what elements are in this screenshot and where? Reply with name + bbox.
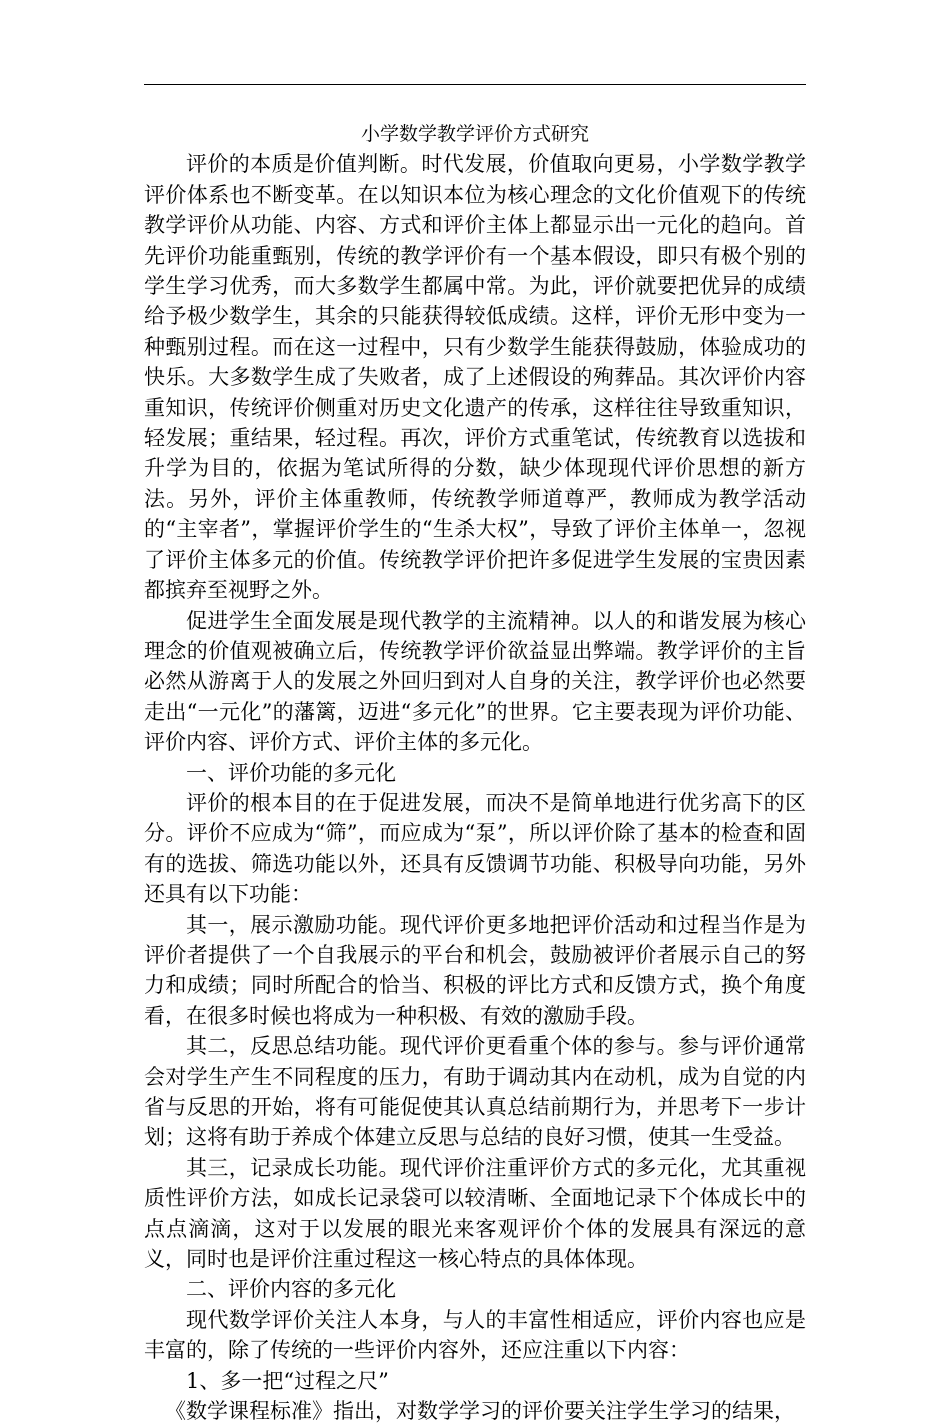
document-title: 小学数学教学评价方式研究 <box>360 123 589 145</box>
paragraph-function-purpose: 评价的根本目的在于促进发展，而决不是简单地进行优劣高下的区分。评价不应成为“筛”，而应成为“泵”，所以评价除了基本的检查和固有的选拔、筛选功能以外，还具有反馈调节功能、积极导向功能，另外还具有以下功能： <box>144 790 806 907</box>
paragraph-function-three: 其三，记录成长功能。现代评价注重评价方式的多元化，尤其重视质性评价方法，如成长记录袋可以较清晰、全面地记录下个体成长中的点点滴滴，这对于以发展的眼光来客观评价个体的发展具有深远的意义，同时也是评价注重过程这一核心特点的具体体现。 <box>144 1155 806 1272</box>
paragraph-curriculum-standard: 《数学课程标准》指出，对数学学习的评价要关注学生学习的结果， <box>165 1399 795 1424</box>
paragraph-function-two: 其二，反思总结功能。现代评价更看重个体的参与。参与评价通常会对学生产生不同程度的压力，有助于调动其内在动机，成为自觉的内省与反思的开始，将有可能促使其认真总结前期行为，并思考下一步计划；这将有助于养成个体建立反思与总结的良好习惯，使其一生受益。 <box>144 1034 806 1150</box>
paragraph-content-intro: 现代数学评价关注人本身，与人的丰富性相适应，评价内容也应是丰富的，除了传统的一些评价内容外，还应注重以下内容： <box>144 1307 806 1363</box>
paragraph-intro: 评价的本质是价值判断。时代发展，价值取向更易，小学数学教学评价体系也不断变革。在以知识本位为核心理念的文化价值观下的传统教学评价从功能、内容、方式和评价主体上都显示出一元化的趋向。首先评价功能重甄别，传统的教学评价有一个基本假设，即只有极个别的学生学习优秀，而大多数学生都属中常。为此，评价就要把优异的成绩给予极少数学生，其余的只能获得较低成绩。这样，评价无形中变为一种甄别过程。而在这一过程中，只有少数学生能获得鼓励，体验成功的快乐。大多数学生成了失败者，成了上述假设的殉葬品。其次评价内容重知识，传统评价侧重对历史文化遗产的传承，这样往往导致重知识，轻发展；重结果，轻过程。再次，评价方式重笔试，传统教育以选拔和升学为目的，依据为笔试所得的分数，缺少体现现代评价思想的新方法。另外，评价主体重教师，传统教学师道尊严，教师成为教学活动的“主宰者”，掌握评价学生的“生杀大权”，导致了评价主体单一，忽视了评价主体多元的价值。传统教学评价把许多促进学生发展的宝贵因素都摈弃至视野之外。 <box>144 152 806 603</box>
section-heading-function: 一、评价功能的多元化 <box>186 760 396 785</box>
section-heading-content: 二、评价内容的多元化 <box>186 1277 396 1302</box>
paragraph-function-one: 其一，展示激励功能。现代评价更多地把评价活动和过程当作是为评价者提供了一个自我展示的平台和机会，鼓励被评价者展示自己的努力和成绩；同时所配合的恰当、积极的评比方式和反馈方式，换个角度看，在很多时候也将成为一种积极、有效的激励手段。 <box>144 912 806 1028</box>
paragraph-modern-spirit: 促进学生全面发展是现代教学的主流精神。以人的和谐发展为核心理念的价值观被确立后，传统教学评价欲益显出弊端。教学评价的主旨必然从游离于人的发展之外回归到对人自身的关注，教学评价也必然要走出“一元化”的藩篱，迈进“多元化”的世界。它主要表现为评价功能、评价内容、评价方式、评价主体的多元化。 <box>144 608 806 755</box>
subsection-heading-process: 1、多一把“过程之尺” <box>186 1368 389 1393</box>
header-rule <box>144 84 806 85</box>
document-body <box>144 119 806 1426</box>
